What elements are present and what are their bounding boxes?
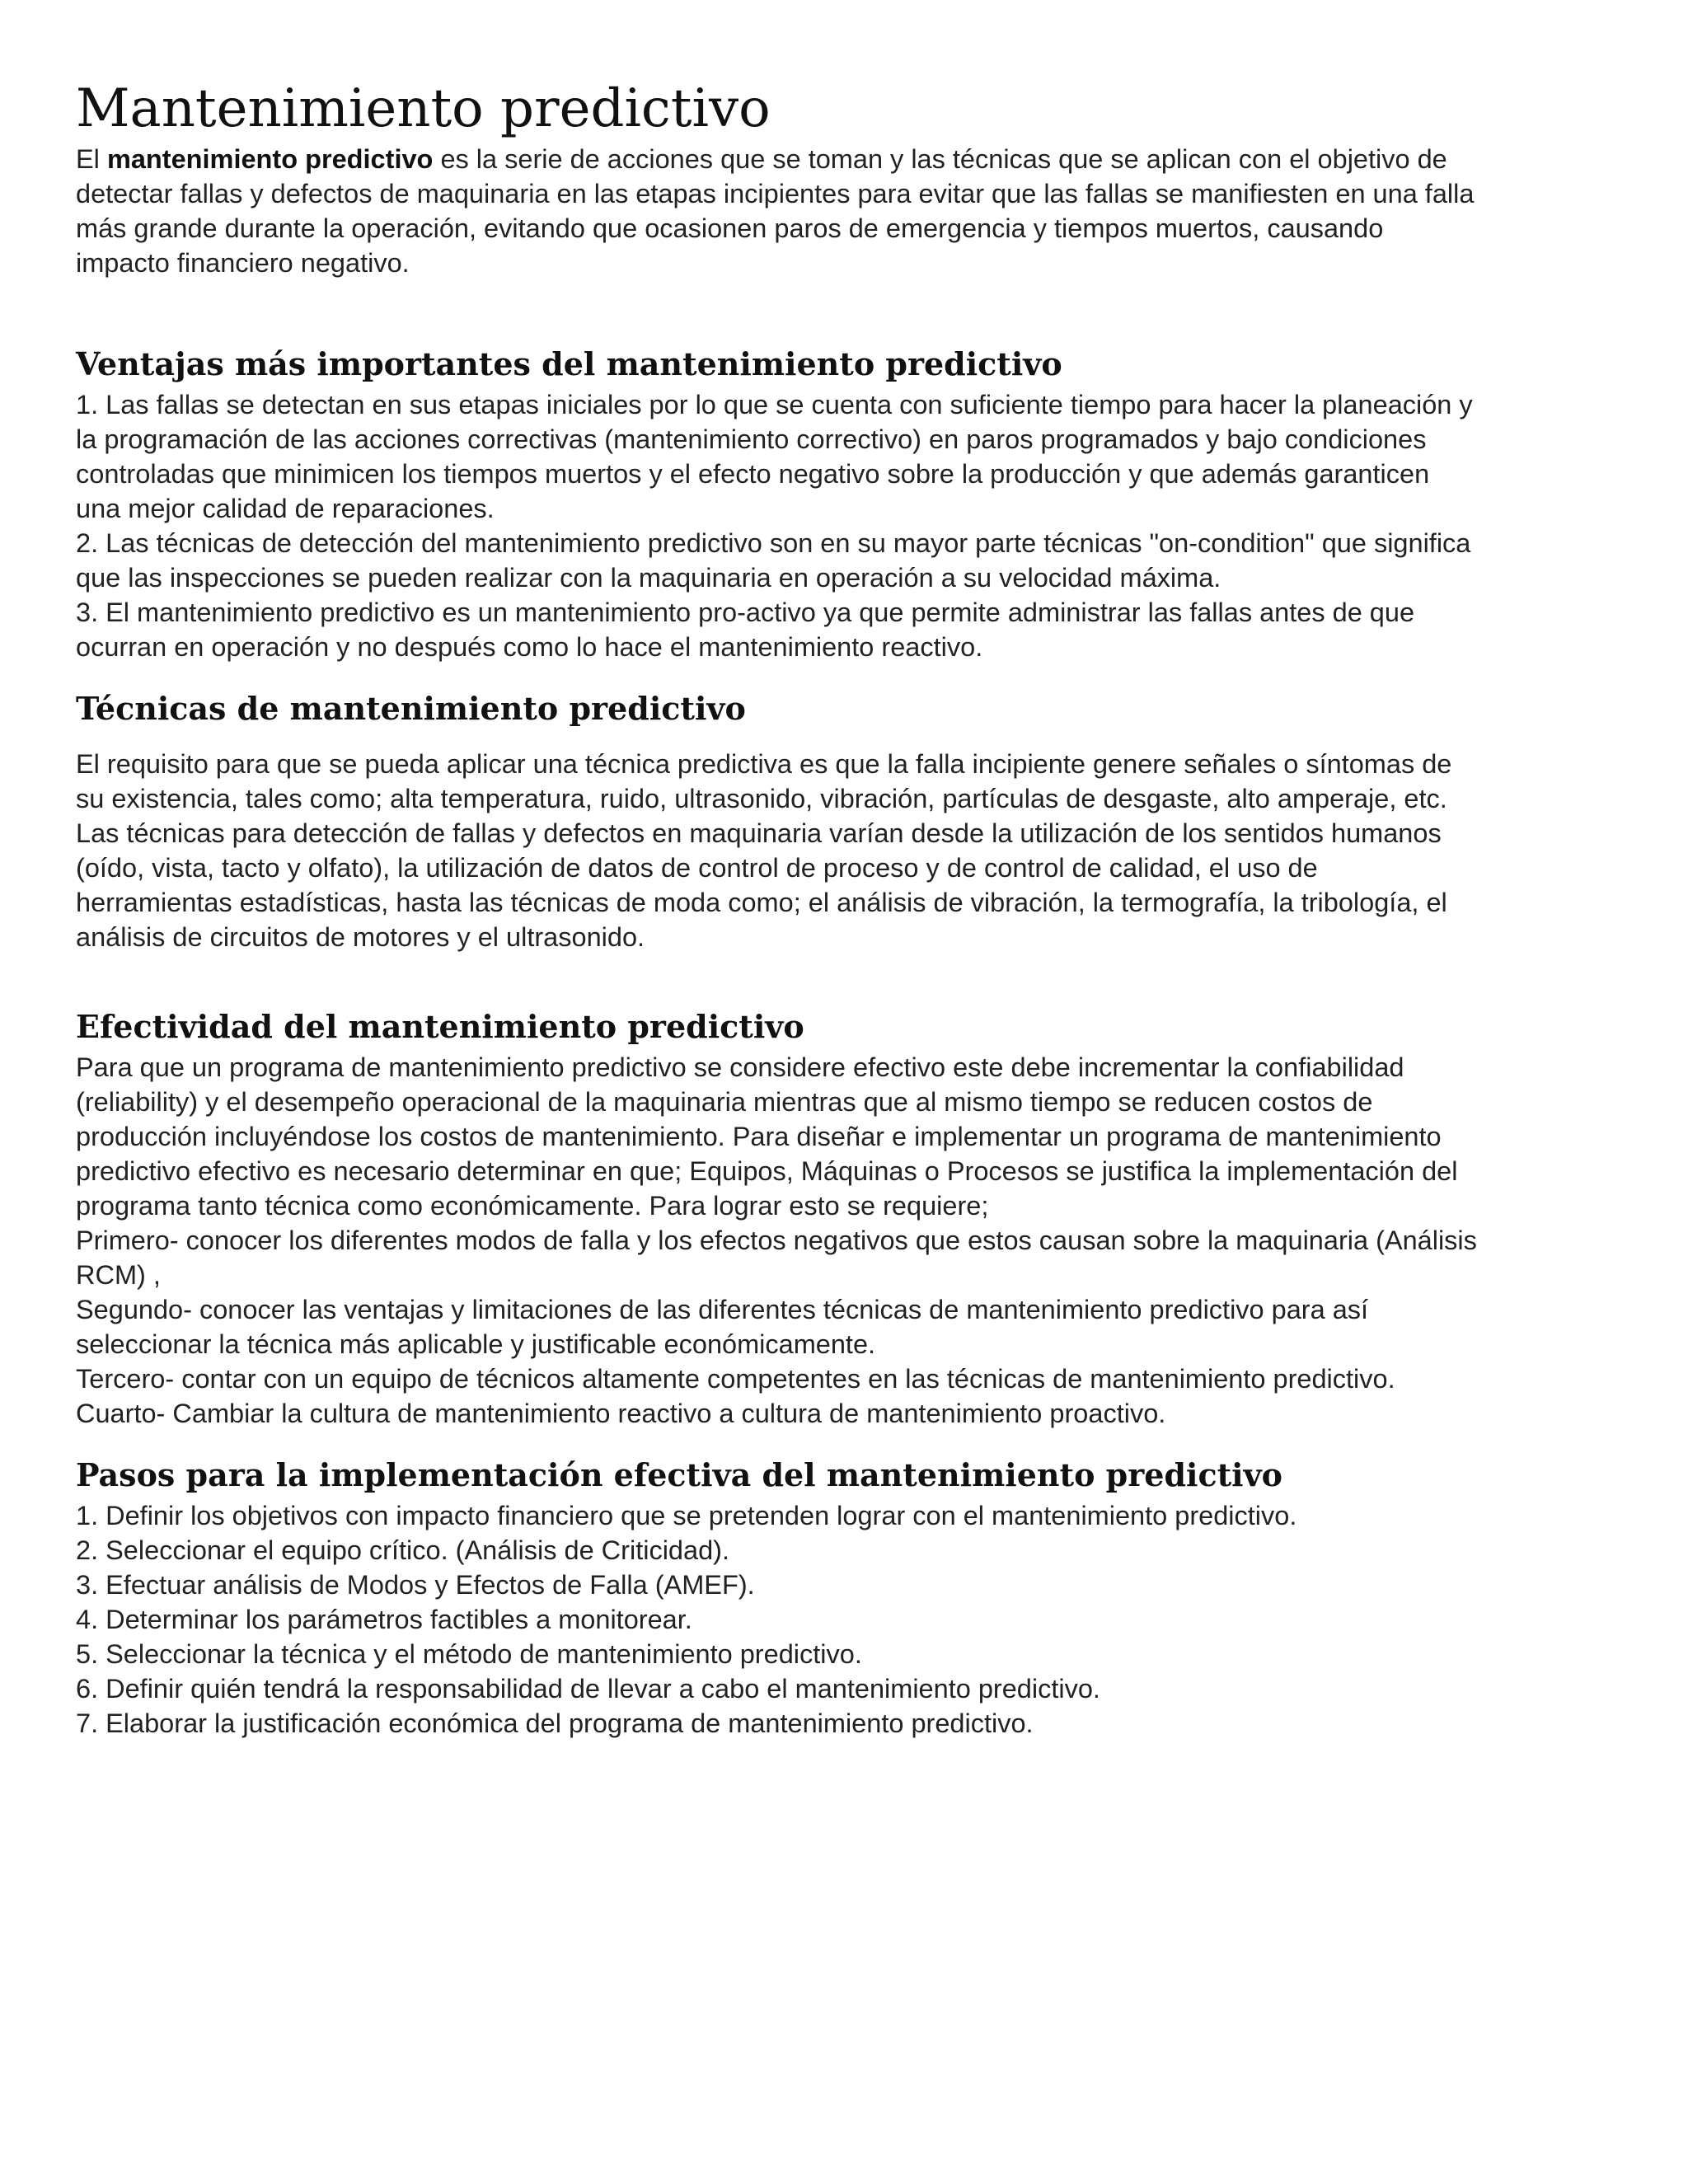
paragraph: Para que un programa de mantenimiento predictivo se considere efectivo este debe incrementar la confiabilidad (reliability) y el desempeño operacional de la maquinaria mientras que al mismo tiempo se reducen costos de producción incluyéndose los costos de mantenimiento. Para diseñar e implementar un programa de mantenimiento predictivo efectivo es necesario determinar en que; Equipos, Máquinas o Procesos se justifica la implementación del programa tanto técnica como económicamente. Para lograr esto se requiere; [76,1052,1458,1221]
section-heading-pasos: Pasos para la implementación efectiva del mantenimiento predictivo [76,1456,1283,1493]
paragraph: El requisito para que se pueda aplicar una técnica predictiva es que la falla incipiente genere señales o síntomas de su existencia, tales como; alta temperatura, ruido, ultrasonido, vibración, partículas de desgaste, alto amperaje, etc. Las técnicas para detección de fallas y defectos en maquinaria varían desde la utilización de los sentidos humanos (oído, vista, tacto y olfato), la utilización de datos de control de proceso y de control de calidad, el uso de herramientas estadísticas, hasta las técnicas de moda como; el análisis de vibración, la termografía, la tribología, el análisis de circuitos de motores y el ultrasonido. [76,749,1452,952]
intro-rest: es la serie de acciones que se toman y las técnicas que se aplican con el objetivo de detectar fallas y defectos de maquinaria en las etapas incipientes para evitar que las fallas se manifiesten en una falla más grande durante la operación, evitando que ocasionen paros de emergencia y tiempos muertos, causando impacto financiero negativo. [76,144,1475,278]
intro-paragraph [76,142,1477,280]
section-heading-tecnicas: Técnicas de mantenimiento predictivo [76,690,746,727]
list-item: 6. Definir quién tendrá la responsabilidad de llevar a cabo el mantenimiento predictivo. [76,1674,1100,1704]
list-item: 4. Determinar los parámetros factibles a monitorear. [76,1605,692,1634]
list-item: 3. El mantenimiento predictivo es un mantenimiento pro-activo ya que permite administrar las fallas antes de que ocurran en operación y no después como lo hace el mantenimiento reactivo. [76,598,1415,662]
list-item: 1. Las fallas se detectan en sus etapas iniciales por lo que se cuenta con suficiente tiempo para hacer la planeación y la programación de las acciones correctivas (mantenimiento correctivo) en paros programados y bajo condiciones controladas que minimicen los tiempos muertos y el efecto negativo sobre la producción y que además garanticen una mejor calidad de reparaciones. [76,390,1473,523]
list-item: Primero- conocer los diferentes modos de falla y los efectos negativos que estos causan sobre la maquinaria (Análisis RCM) , [76,1226,1477,1290]
list-item: 2. Seleccionar el equipo crítico. (Análisis de Criticidad). [76,1535,729,1565]
intro-bold-term: mantenimiento predictivo [106,144,434,174]
section-body-ventajas [76,387,1477,664]
section-body-tecnicas [76,747,1477,954]
page-title: Mantenimiento predictivo [76,78,771,139]
list-item: Cuarto- Cambiar la cultura de mantenimiento reactivo a cultura de mantenimiento proactivo. [76,1399,1166,1428]
section-heading-efectividad: Efectividad del mantenimiento predictivo [76,1008,804,1045]
list-item: Segundo- conocer las ventajas y limitaciones de las diferentes técnicas de mantenimiento predictivo para así seleccionar la técnica más aplicable y justificable económicamente. [76,1295,1369,1359]
intro-prefix: El [76,144,107,174]
list-item: 1. Definir los objetivos con impacto financiero que se pretenden lograr con el mantenimiento predictivo. [76,1501,1297,1530]
section-body-efectividad [76,1050,1477,1431]
section-heading-ventajas: Ventajas más importantes del mantenimiento predictivo [76,345,1062,382]
list-item: 3. Efectuar análisis de Modos y Efectos de Falla (AMEF). [76,1570,755,1600]
list-item: 2. Las técnicas de detección del mantenimiento predictivo son en su mayor parte técnicas "on-condition" que significa que las inspecciones se pueden realizar con la maquinaria en operación a su velocidad máxima. [76,528,1471,593]
list-item: 5. Seleccionar la técnica y el método de mantenimiento predictivo. [76,1639,862,1669]
section-body-pasos [76,1498,1477,1741]
document-page [76,76,1477,1741]
list-item: Tercero- contar con un equipo de técnicos altamente competentes en las técnicas de mantenimiento predictivo. [76,1364,1395,1394]
list-item: 7. Elaborar la justificación económica del programa de mantenimiento predictivo. [76,1708,1034,1738]
